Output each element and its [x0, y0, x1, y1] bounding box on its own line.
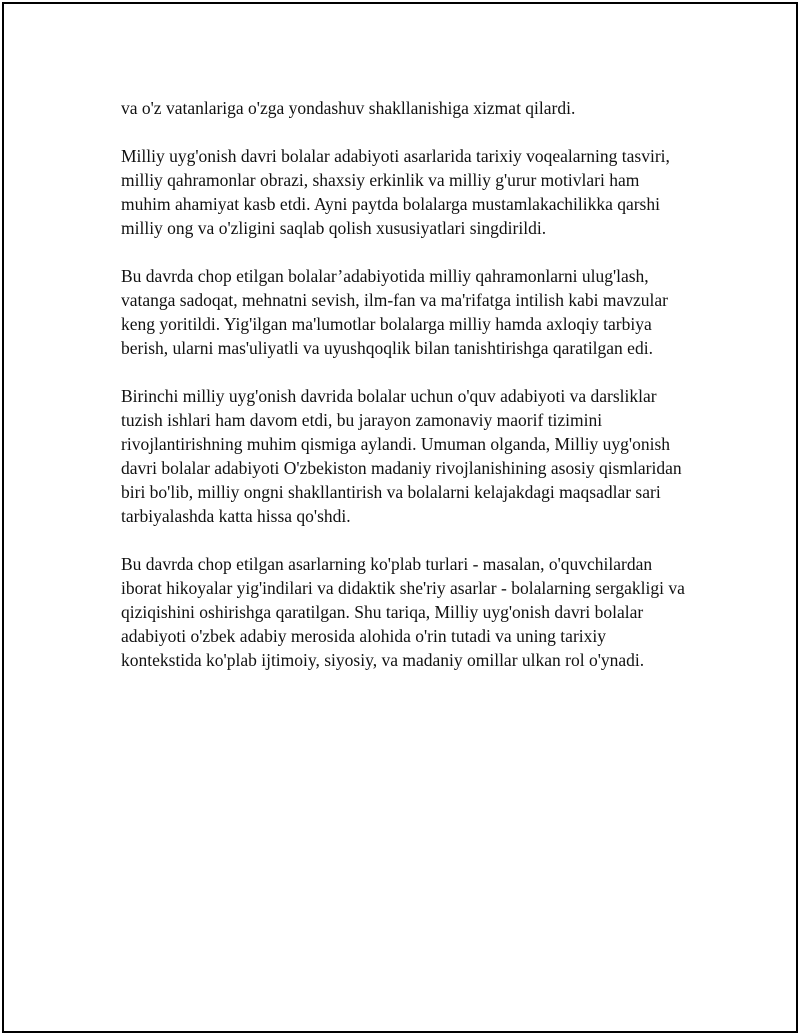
document-body [121, 96, 691, 696]
paragraph-2: Milliy uyg'onish davri bolalar adabiyoti asarlarida tarixiy voqealarning tasviri, milliy qahramonlar obrazi, shaxsiy erkinlik va milliy g'urur motivlari ham muhim ahamiyat kasb etdi. Ayni paytda bolalarga mustamlakachilikka qarshi milliy ong va o'zligini saqlab qolish xususiyatlari singdirildi. [121, 146, 670, 238]
paragraph-3: Bu davrda chop etilgan bolalar’adabiyotida milliy qahramonlarni ulug'lash, vatanga sadoqat, mehnatni sevish, ilm-fan va ma'rifatga intilish kabi mavzular keng yoritildi. Yig'ilgan ma'lumotlar bolalarga milliy hamda axloqiy tarbiya berish, ularni mas'uliyatli va uyushqoqlik bilan tanishtirishga qaratilgan edi. [121, 266, 668, 358]
paragraph-1: va o'z vatanlariga o'zga yondashuv shakllanishiga xizmat qilardi. [121, 98, 576, 118]
paragraph-5: Bu davrda chop etilgan asarlarning ko'plab turlari - masalan, o'quvchilardan iborat hikoyalar yig'indilari va didaktik she'riy asarlar - bolalarning sergakligi va qiziqishini oshirishga qaratilgan. Shu tariqa, Milliy uyg'onish davri bolalar adabiyoti o'zbek adabiy merosida alohida o'rin tutadi va uning tarixiy kontekstida ko'plab ijtimoiy, siyosiy, va madaniy omillar ulkan rol o'ynadi. [121, 554, 685, 670]
paragraph-4: Birinchi milliy uyg'onish davrida bolalar uchun o'quv adabiyoti va darsliklar tuzish ishlari ham davom etdi, bu jarayon zamonaviy maorif tizimini rivojlantirishning muhim qismiga aylandi. Umuman olganda, Milliy uyg'onish davri bolalar adabiyoti O'zbekiston madaniy rivojlanishining asosiy qismlaridan biri bo'lib, milliy ongni shakllantirish va bolalarni kelajakdagi maqsadlar sari tarbiyalashda katta hissa qo'shdi. [121, 386, 682, 526]
document-page [2, 2, 798, 1033]
